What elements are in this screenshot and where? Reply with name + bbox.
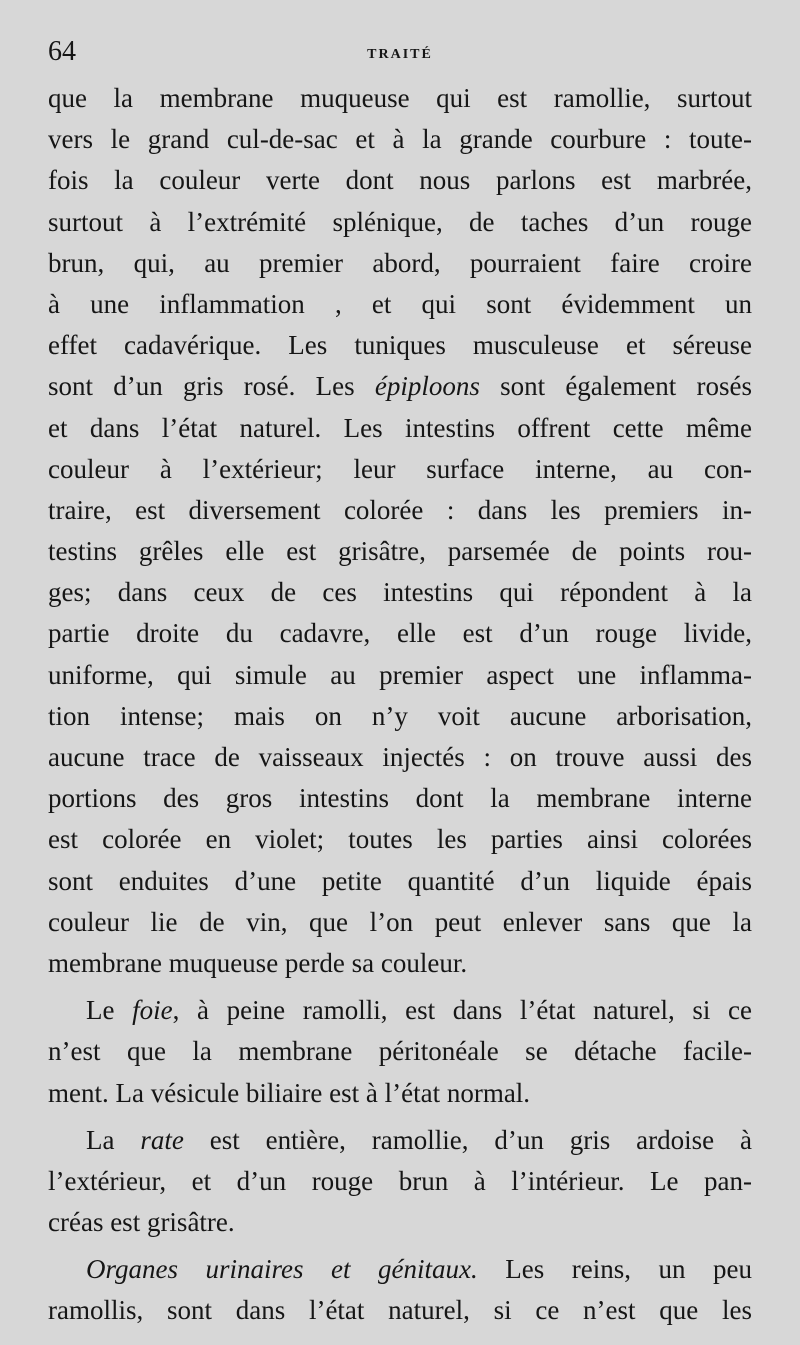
- text-line: effet cadavérique. Les tuniques musculeuse et séreuse: [48, 330, 752, 361]
- page-header: [48, 36, 752, 76]
- text-line: et dans l’état naturel. Les intestins offrent cette même: [48, 412, 752, 443]
- text-line: [48, 1249, 752, 1290]
- text-line: couleur à l’extérieur; leur surface interne, au con-: [48, 453, 752, 484]
- text-segment: La: [86, 1124, 141, 1155]
- text-line: portions des gros intestins dont la membrane interne: [48, 783, 752, 814]
- text-line: est colorée en violet; toutes les parties ainsi colorées: [48, 824, 752, 855]
- text-line: partie droite du cadavre, elle est d’un rouge livide,: [48, 618, 752, 649]
- text-segment: est entière, ramollie, d’un gris ardoise à: [183, 1124, 752, 1155]
- text-line: ramollis, sont dans l’état naturel, si ce n’est que les: [48, 1295, 752, 1326]
- text-line: fois la couleur verte dont nous parlons est marbrée,: [48, 165, 752, 196]
- text-line: brun, qui, au premier abord, pourraient faire croire: [48, 247, 752, 278]
- running-title: TRAITÉ: [367, 47, 433, 62]
- text-line: ment. La vésicule biliaire est à l’état normal.: [48, 1077, 531, 1108]
- italic-term: rate: [140, 1124, 184, 1155]
- text-line: surtout à l’extrémité splénique, de taches d’un rouge: [48, 206, 752, 237]
- text-line: uniforme, qui simule au premier aspect une inflamma-: [48, 659, 752, 690]
- text-line: vers le grand cul-de-sac et à la grande courbure : toute-: [48, 124, 752, 155]
- text-line: créas est grisâtre.: [48, 1207, 235, 1238]
- text-line: aucune trace de vaisseaux injectés : on trouve aussi des: [48, 742, 752, 772]
- text-line: [48, 366, 752, 407]
- text-segment: Les reins, un peu: [477, 1254, 752, 1285]
- text-line: n’est que la membrane péritonéale se détache facile-: [48, 1036, 752, 1067]
- text-line: couleur lie de vin, que l’on peut enlever sans que la: [48, 906, 752, 937]
- italic-term: épiploons: [374, 371, 480, 402]
- text-line: l’extérieur, et d’un rouge brun à l’intérieur. Le pan-: [48, 1165, 752, 1196]
- text-line: ges; dans ceux de ces intestins qui répondent à la: [48, 577, 752, 608]
- text-line: à une inflammation , et qui sont évidemment un: [48, 288, 752, 319]
- text-line: [48, 990, 752, 1031]
- page-number: 64: [48, 36, 76, 67]
- text-line: tion intense; mais on n’y voit aucune arborisation,: [48, 700, 752, 731]
- text-segment: Le: [86, 995, 133, 1026]
- text-line: membrane muqueuse perde sa couleur.: [48, 947, 468, 978]
- italic-term: foie: [132, 995, 173, 1026]
- text-line: testins grêles elle est grisâtre, parsemée de points rou-: [48, 536, 752, 567]
- text-segment: sont également rosés: [479, 371, 752, 402]
- italic-term: Organes urinaires et génitaux.: [86, 1254, 478, 1285]
- text-line: sont enduites d’une petite quantité d’un liquide épais: [48, 865, 752, 896]
- text-line: que la membrane muqueuse qui est ramollie, surtout: [48, 83, 752, 113]
- text-line: [48, 1120, 752, 1161]
- text-line: traire, est diversement colorée : dans les premiers in-: [48, 494, 752, 525]
- text-segment: , à peine ramolli, est dans l’état naturel, si ce: [172, 995, 752, 1026]
- body-text: [48, 78, 752, 1332]
- text-segment: sont d’un gris rosé. Les: [48, 371, 375, 402]
